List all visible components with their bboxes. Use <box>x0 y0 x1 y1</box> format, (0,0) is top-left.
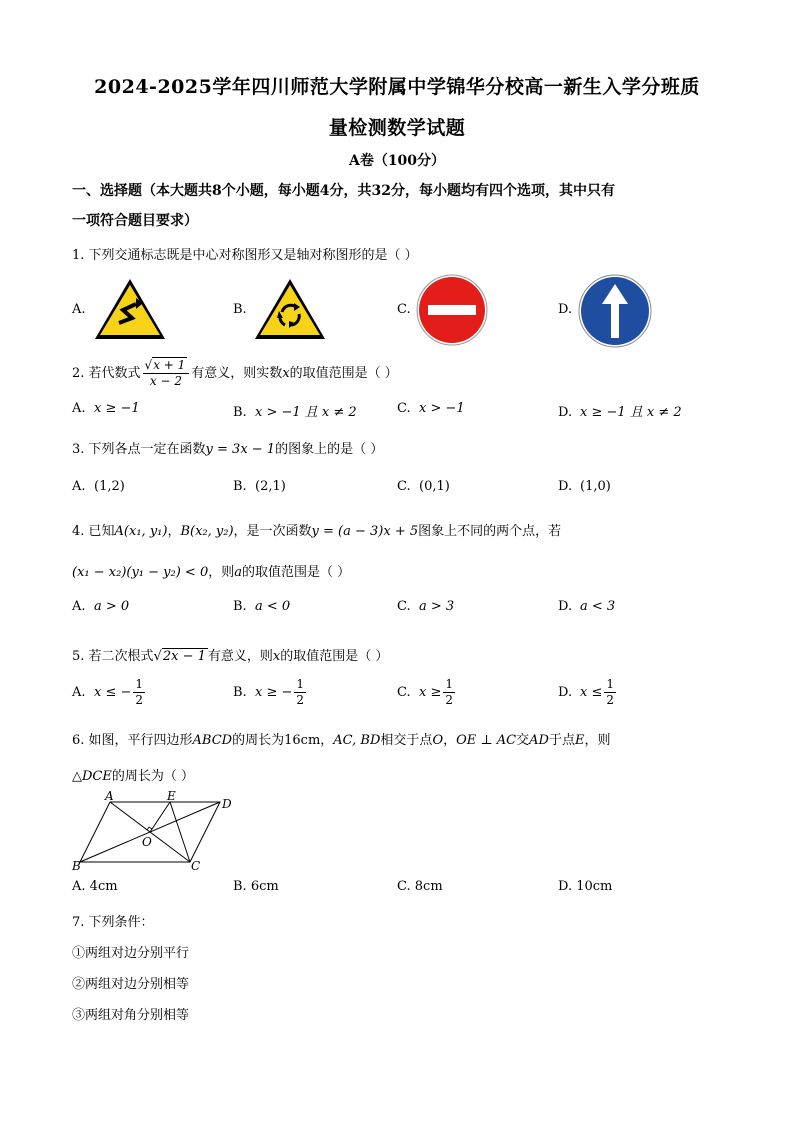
q5-option-b: B. x ≥ − $\frac{1}{2}$ <box>233 677 305 707</box>
q2-option-b: B. x > −1 且 x ≠ 2 <box>233 405 357 420</box>
page-title-line1: 2024-2025学年四川师范大学附属中学锦华分校高一新生入学分班质 <box>94 76 700 98</box>
figure-label-c: C <box>191 859 201 873</box>
q1-option-d-label: D. <box>558 302 573 317</box>
q6-option-c: C. 8cm <box>397 879 443 894</box>
q5-option-a: A. x ≤ − $\frac{1}{2}$ <box>72 677 144 707</box>
q1-option-c-label: C. <box>397 302 411 317</box>
question-2: 2. 若代数式 $\frac{√x + 1}{x - 2}$ 有意义，则实数x的取值范围是（ ） <box>72 358 398 388</box>
straight-ahead-icon <box>578 274 652 348</box>
q1-option-a-label: A. <box>72 302 86 317</box>
q5-option-c: C. x ≥ $\frac{1}{2}$ <box>397 677 453 707</box>
q2-fraction: $\frac{√x + 1}{x - 2}$ <box>143 358 190 389</box>
q3-option-a: A. (1,2) <box>72 479 125 494</box>
parallelogram-figure <box>70 788 240 874</box>
q7-condition-2: ②两组对边分别相等 <box>72 977 190 992</box>
question-1: 1. 下列交通标志既是中心对称图形又是轴对称图形的是（ ） <box>72 248 418 263</box>
figure-label-a: A <box>105 789 114 803</box>
no-entry-icon <box>416 274 488 346</box>
question-4-line1: 4. 已知A(x₁, y₁)，B(x₂, y₂)，是一次函数y = (a − 3)x + 5图象上不同的两个点，若 <box>72 524 562 539</box>
question-7: 7. 下列条件： <box>72 915 154 930</box>
figure-label-b: B <box>72 859 81 873</box>
q4-option-c: C. a > 3 <box>397 599 455 614</box>
question-3: 3. 下列各点一定在函数y = 3x − 1的图象上的是（ ） <box>72 442 384 457</box>
question-6-line1: 6. 如图，平行四边形ABCD的周长为16cm，AC, BD相交于点O，OE ⊥ AC交AD于点E，则 <box>72 733 611 748</box>
question-5: 5. 若二次根式√2x − 1 有意义，则x的取值范围是（ ） <box>72 649 389 664</box>
figure-label-d: D <box>222 797 232 811</box>
q7-condition-3: ③两组对角分别相等 <box>72 1008 190 1023</box>
q2-option-c: C. x > −1 <box>397 401 465 416</box>
q4-option-d: D. a < 3 <box>558 599 616 614</box>
q5-option-d: D. x ≤ $\frac{1}{2}$ <box>558 677 614 707</box>
q2-option-a: A. x ≥ −1 <box>72 401 140 416</box>
roundabout-warning-icon <box>252 276 328 342</box>
q3-option-c: C. (0,1) <box>397 479 450 494</box>
q1-option-b-label: B. <box>233 302 247 317</box>
q6-option-b: B. 6cm <box>233 879 279 894</box>
q6-option-d: D. 10cm <box>558 879 613 894</box>
q4-option-b: B. a < 0 <box>233 599 291 614</box>
question-4-line2: (x₁ − x₂)(y₁ − y₂) < 0，则a的取值范围是（ ） <box>72 565 351 580</box>
question-6-line2: △DCE的周长为（ ） <box>72 769 194 784</box>
section-heading: 一、选择题（本大题共8个小题，每小题4分，共32分，每小题均有四个选项，其中只有 一项符合题目要求） <box>72 183 615 229</box>
q2-option-d: D. x ≥ −1 且 x ≠ 2 <box>558 405 682 420</box>
figure-label-e: E <box>167 789 176 803</box>
figure-label-o: O <box>142 835 152 849</box>
volume-label: A卷（100分） <box>348 153 446 169</box>
page-title-line2: 量检测数学试题 <box>328 117 466 139</box>
q7-condition-1: ①两组对边分别平行 <box>72 946 190 961</box>
q3-option-d: D. (1,0) <box>558 479 611 494</box>
q3-option-b: B. (2,1) <box>233 479 286 494</box>
q4-option-a: A. a > 0 <box>72 599 130 614</box>
q6-option-a: A. 4cm <box>72 879 118 894</box>
double-curve-warning-icon <box>92 276 168 342</box>
